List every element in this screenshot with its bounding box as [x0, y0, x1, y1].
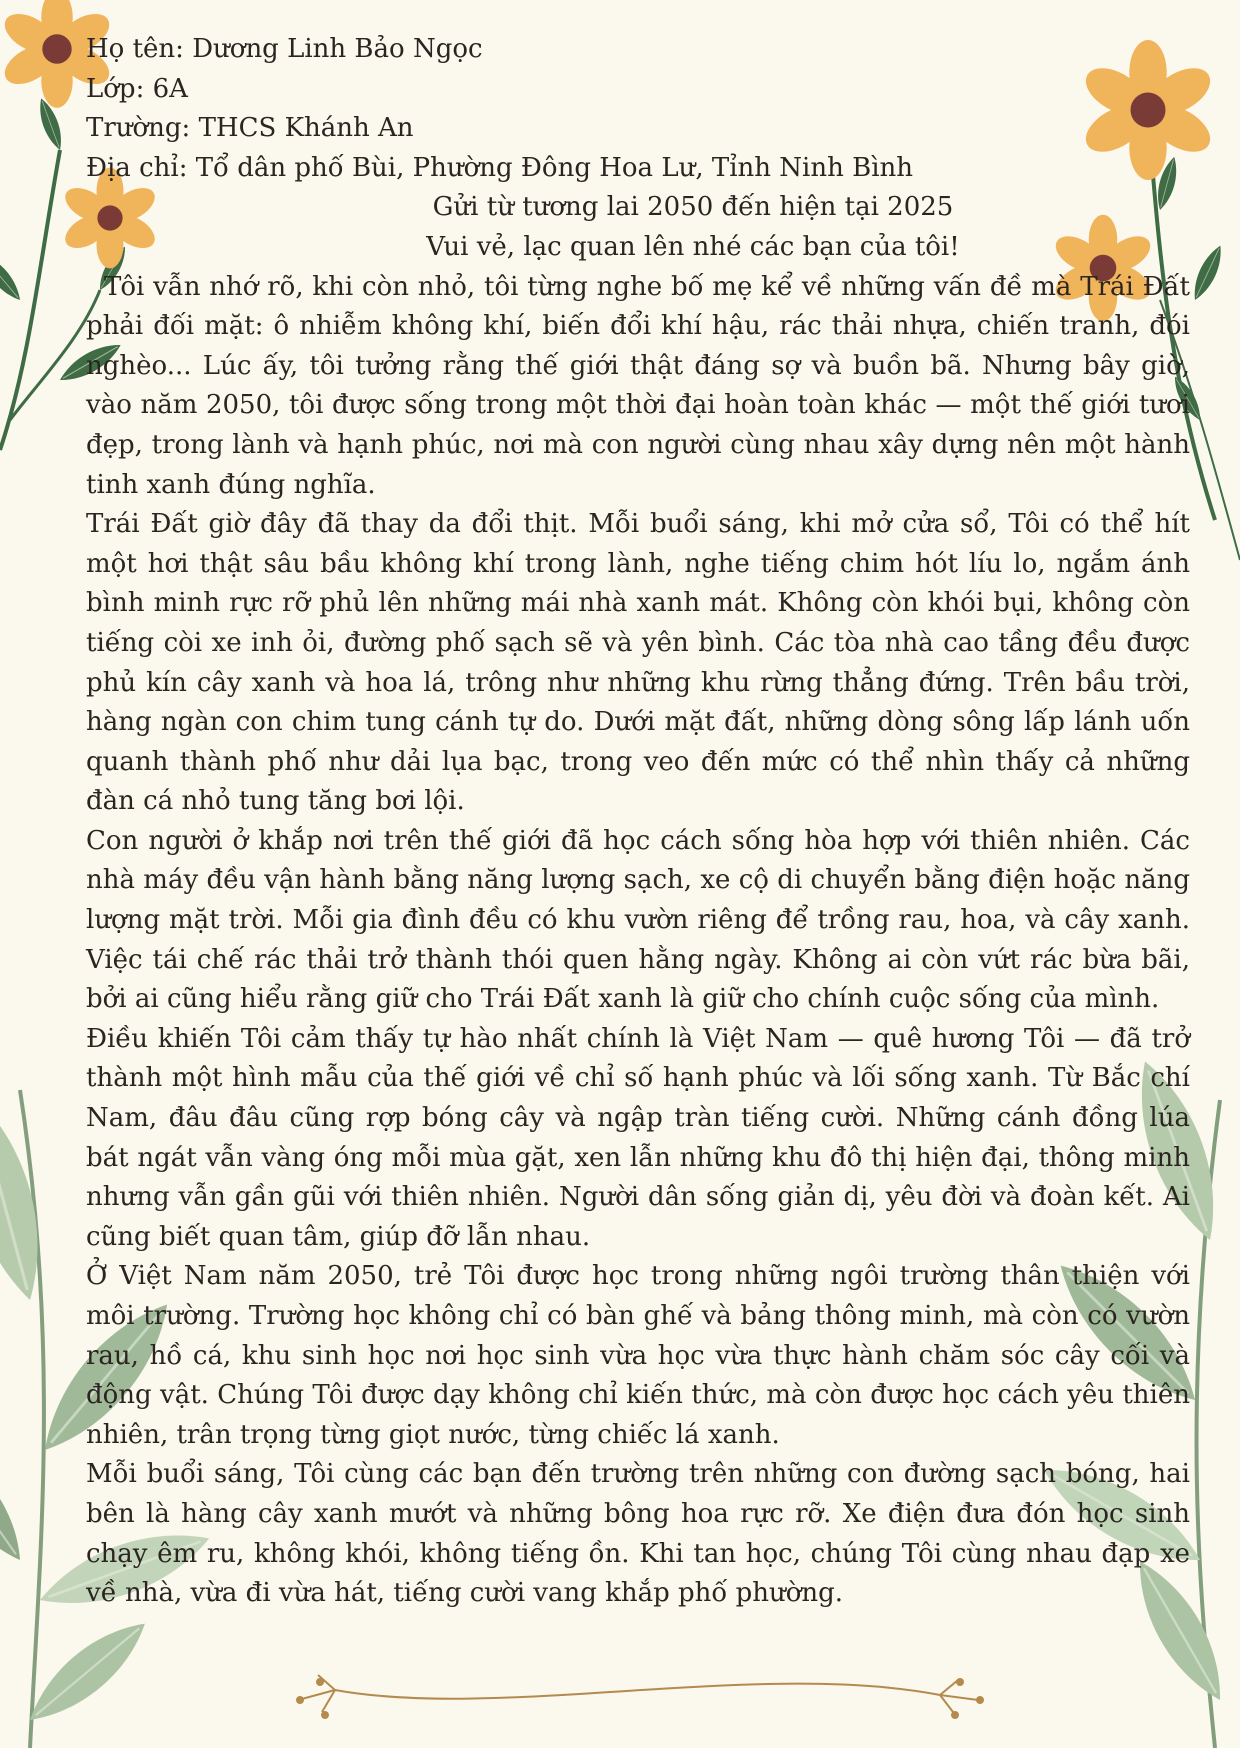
paragraph: Ở Việt Nam năm 2050, trẻ Tôi được học trong những ngôi trường thân thiện với môi trường. Trường học không chỉ có bàn ghế và bảng thông minh, mà còn có vườn rau, hồ cá, khu sinh học nơi học sinh vừa học vừa thực hành chăm sóc cây cối và động vật. Chúng Tôi được dạy không chỉ kiến thức, mà còn được học cách yêu thiên nhiên, trân trọng từng giọt nước, từng chiếc lá xanh. [86, 1261, 1190, 1450]
letter-greeting: Vui vẻ, lạc quan lên nhé các bạn của tôi! [426, 231, 960, 262]
ornament-divider-icon [297, 1675, 983, 1718]
paragraph: Điều khiến Tôi cảm thấy tự hào nhất chính là Việt Nam — quê hương Tôi — đã trở thành một hình mẫu của thế giới về chỉ số hạnh phúc và lối sống xanh. Từ Bắc chí Nam, đâu đâu cũng rợp bóng cây và ngập tràn tiếng cười. Những cánh đồng lúa bát ngát vẫn vàng óng mỗi mùa gặt, xen lẫn những khu đô thị hiện đại, thông minh nhưng vẫn gần gũi với thiên nhiên. Người dân sống giản dị, yêu đời và đoàn kết. Ai cũng biết quan tâm, giúp đỡ lẫn nhau. [86, 1023, 1190, 1252]
student-class: Lớp: 6A [86, 73, 188, 104]
paragraph: Con người ở khắp nơi trên thế giới đã học cách sống hòa hợp với thiên nhiên. Các nhà máy đều vận hành bằng năng lượng sạch, xe cộ di chuyển bằng điện hoặc năng lượng mặt trời. Mỗi gia đình đều có khu vườn riêng để trồng rau, hoa, và cây xanh. Việc tái chế rác thải trở thành thói quen hằng ngày. Không ai còn vứt rác bừa bãi, bởi ai cũng hiểu rằng giữ cho Trái Đất xanh là giữ cho chính cuộc sống của mình. [86, 825, 1190, 1015]
paragraph: Trái Đất giờ đây đã thay da đổi thịt. Mỗi buổi sáng, khi mở cửa sổ, Tôi có thể hít một hơi thật sâu bầu không khí trong lành, nghe tiếng chim hót líu lo, ngắm ánh bình minh rực rỡ phủ lên những mái nhà xanh mát. Không còn khói bụi, không còn tiếng còi xe inh ỏi, đường phố sạch sẽ và yên bình. Các tòa nhà cao tầng đều được phủ kín cây xanh và hoa lá, trông như những khu rừng thẳng đứng. Trên bầu trời, hàng ngàn con chim tung cánh tự do. Dưới mặt đất, những dòng sông lấp lánh uốn quanh thành phố như dải lụa bạc, trong veo đến mức có thể nhìn thấy cả những đàn cá nhỏ tung tăng bơi lội. [86, 509, 1190, 817]
paragraph: Mỗi buổi sáng, Tôi cùng các bạn đến trường trên những con đường sạch bóng, hai bên là hàng cây xanh mướt và những bông hoa rực rỡ. Xe điện đưa đón học sinh chạy êm ru, không khói, không tiếng ồn. Khi tan học, chúng Tôi cùng nhau đạp xe về nhà, vừa đi vừa hát, tiếng cười vang khắp phố phường. [86, 1459, 1190, 1609]
letter-content [86, 30, 1190, 1614]
letter-subtitle: Gửi từ tương lai 2050 đến hiện tại 2025 [432, 192, 954, 223]
student-name: Họ tên: Dương Linh Bảo Ngọc [86, 34, 483, 64]
student-school: Trường: THCS Khánh An [86, 113, 414, 144]
paragraph: Tôi vẫn nhớ rõ, khi còn nhỏ, tôi từng nghe bố mẹ kể về những vấn đề mà Trái Đất phải đối mặt: ô nhiễm không khí, biến đổi khí hậu, rác thải nhựa, chiến tranh, đói nghèo... Lúc ấy, tôi tưởng rằng thế giới thật đáng sợ và buồn bã. Nhưng bây giờ, vào năm 2050, tôi được sống trong một thời đại hoàn toàn khác — một thế giới tươi đẹp, trong lành và hạnh phúc, nơi mà con người cùng nhau xây dựng nên một hành tinh xanh đúng nghĩa. [86, 271, 1190, 500]
student-address: Địa chỉ: Tổ dân phố Bùi, Phường Đông Hoa Lư, Tỉnh Ninh Bình [86, 152, 913, 183]
